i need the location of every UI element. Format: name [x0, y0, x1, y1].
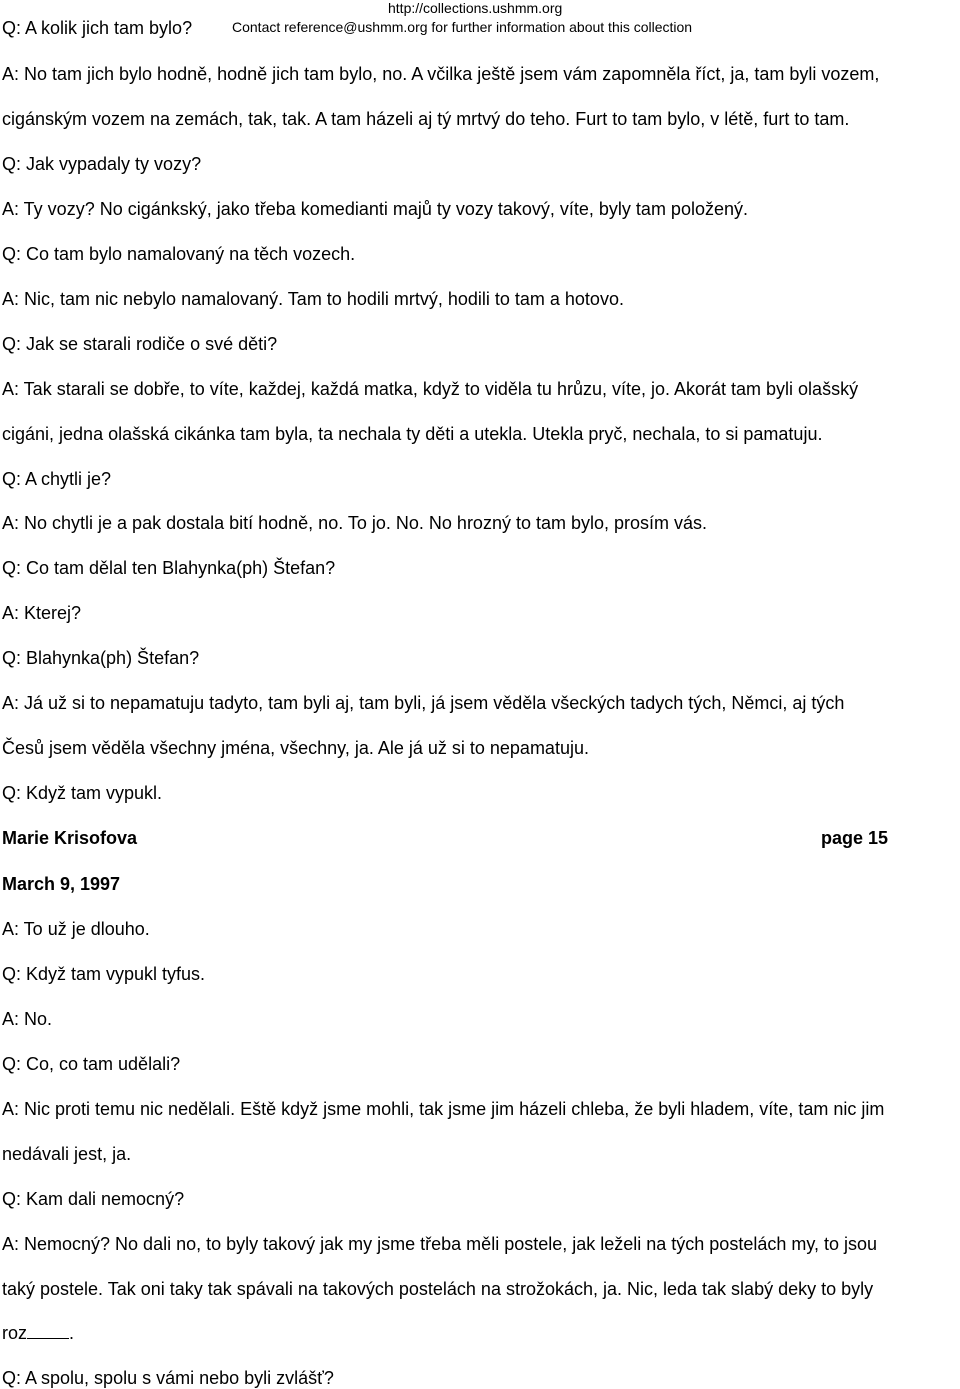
transcript-line: Q: Co tam bylo namalovaný na těch vozech.: [2, 244, 356, 264]
transcript-line: A: Tak starali se dobře, to víte, každej, každá matka, když to viděla tu hrůzu, víte, jo. Akorát tam byli olašský: [2, 379, 859, 399]
transcript-line: A: No chytli je a pak dostala bití hodně, no. To jo. No. No hrozný to tam bylo, prosím vás.: [2, 513, 708, 533]
transcript-line: cigáni, jedna olašská cikánka tam byla, ta nechala ty děti a utekla. Utekla pryč, nechala, to si pamatuju.: [2, 424, 823, 444]
transcript-line: A: To už je dlouho.: [2, 919, 150, 939]
page-number: page 15: [821, 828, 889, 848]
transcript-line: Q: A spolu, spolu s vámi nebo byli zvlášť?: [2, 1368, 334, 1388]
interviewee-name: Marie Krisofova: [2, 828, 138, 848]
transcript-line: A: Kterej?: [2, 603, 82, 623]
blank-underline: [27, 1324, 69, 1339]
header-url: http://collections.ushmm.org: [388, 0, 563, 16]
transcript-line: A: Já už si to nepamatuju tadyto, tam byli aj, tam byli, já jsem věděla všeckých tadych tých, Němci, aj tých: [2, 693, 845, 713]
transcript-line: Q: Kam dali nemocný?: [2, 1189, 185, 1209]
header-question: Q: A kolik jich tam bylo?: [2, 18, 193, 38]
transcript-line: A: No.: [2, 1009, 53, 1029]
interview-date: March 9, 1997: [2, 874, 121, 894]
transcript-line: Q: Když tam vypukl tyfus.: [2, 964, 206, 984]
transcript-line: Q: Co tam dělal ten Blahynka(ph) Štefan?: [2, 558, 336, 578]
transcript-line: Q: Když tam vypukl.: [2, 783, 163, 803]
transcript-line: Q: Jak se starali rodiče o své děti?: [2, 334, 278, 354]
transcript-line: Q: A chytli je?: [2, 469, 112, 489]
transcript-line: cigánským vozem na zemách, tak, tak. A tam házeli aj tý mrtvý do teho. Furt to tam bylo, v létě, furt to tam.: [2, 109, 850, 129]
transcript-line: A: Nic, tam nic nebylo namalovaný. Tam to hodili mrtvý, hodili to tam a hotovo.: [2, 289, 624, 309]
transcript-line: A: No tam jich bylo hodně, hodně jich tam bylo, no. A včilka ještě jsem vám zapomněla říct, ja, tam byli vozem,: [2, 64, 880, 84]
transcript-line: Q: Co, co tam udělali?: [2, 1054, 181, 1074]
transcript-line: Česů jsem věděla všechny jména, všechny, ja. Ale já už si to nepamatuju.: [2, 738, 589, 758]
transcript-line: taký postele. Tak oni taky tak spávali na takových postelách na strožokách, ja. Nic, leda tak slabý deky to byly: [2, 1279, 874, 1299]
transcript-line: A: Ty vozy? No cigánkský, jako třeba komedianti majů ty vozy takový, víte, byly tam položený.: [2, 199, 748, 219]
transcript-line: Q: Blahynka(ph) Štefan?: [2, 648, 200, 668]
incomplete-word: roz: [2, 1323, 28, 1343]
line-end: .: [69, 1323, 75, 1343]
transcript-line-incomplete: [2, 1322, 74, 1344]
transcript-line: Q: Jak vypadaly ty vozy?: [2, 154, 202, 174]
transcript-line: A: Nic proti temu nic nedělali. Eště když jsme mohli, tak jsme jim házeli chleba, že byli hladem, víte, tam nic jim: [2, 1099, 885, 1119]
transcript-line: A: Nemocný? No dali no, to byly takový jak my jsme třeba měli postele, jak leželi na tých postelách my, to jsou: [2, 1234, 878, 1254]
transcript-line: nedávali jest, ja.: [2, 1144, 132, 1164]
header-contact: Contact reference@ushmm.org for further information about this collection: [232, 19, 693, 35]
